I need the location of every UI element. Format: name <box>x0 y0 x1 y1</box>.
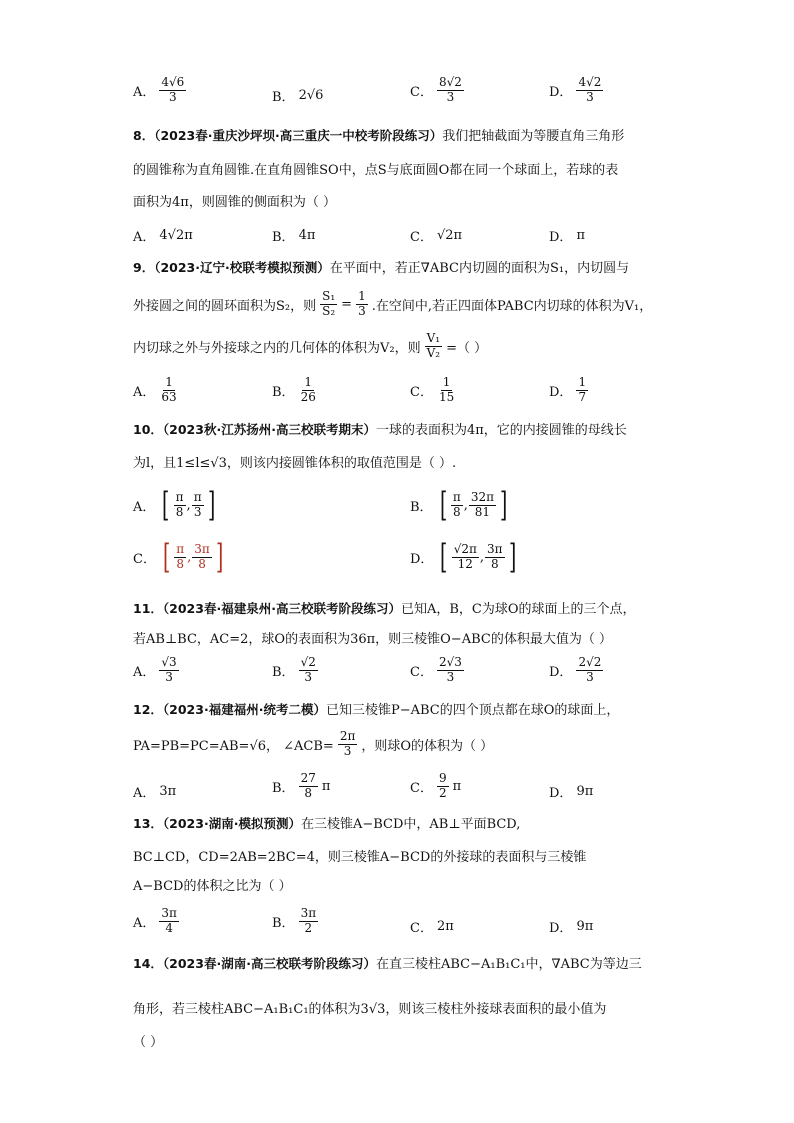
fraction: $\frac{\text{S₁}}{\text{S₂}}$ <box>322 289 336 318</box>
fraction: $\frac{√2\pi}{12}$ <box>453 541 477 571</box>
option-b: B． 2√6 <box>272 88 324 105</box>
q8-option-d: D． π <box>549 228 585 245</box>
q11-line-1: 11．（2023春·福建泉州·高三校联考阶段练习）已知A，B，C为球O的球面上的三个点， <box>133 601 636 617</box>
q14-line-2: 角形，若三棱柱ABC−A₁B₁C₁的体积为3√3，则该三棱柱外接球表面积的最小值为 <box>133 1002 607 1017</box>
fraction: $\frac{27}{8}$ <box>300 771 316 800</box>
q13-option-d: D． 9π <box>549 919 594 936</box>
interval: [ $\frac{√2\pi}{12}$ , $\frac{3\pi}{8}$ ] <box>440 537 516 577</box>
fraction: $\frac{3\pi}{8}$ <box>194 541 210 571</box>
fraction: $\frac{32\pi}{81}$ <box>470 489 495 519</box>
q14-line-1: 14．（2023春·湖南·高三校联考阶段练习）在直三棱柱ABC−A₁B₁C₁中，∇ABC为等边三 <box>133 956 642 972</box>
fraction: $\frac{1}{3}$ <box>358 289 366 318</box>
q13-option-b: B． $\frac{3\pi}{2}$ <box>272 906 317 935</box>
q9-line-3: 内切球之外与外接球之内的几何体的体积为V₂，则 $\frac{\text{V₁}}{\text{V₂}}$ =（ ） <box>133 331 488 360</box>
q8-line-3: 面积为4π，则圆锥的侧面积为（ ） <box>133 195 336 210</box>
fraction: $\frac{2√3}{3}$ <box>438 655 462 684</box>
q9-option-c: C． $\frac{1}{15}$ <box>410 375 455 404</box>
fraction: $\frac{2√2}{3}$ <box>578 655 602 684</box>
fraction: $\frac{4√6}{3}$ <box>161 75 185 104</box>
fraction: $\frac{4√2}{3}$ <box>578 75 602 104</box>
q10-option-a: A． [ $\frac{\pi}{8}$ , $\frac{\pi}{3}$ ] <box>133 488 218 522</box>
q14-line-3: （ ） <box>133 1035 164 1050</box>
q8-option-c: C． √2π <box>410 228 463 245</box>
fraction: $\frac{\pi}{3}$ <box>193 489 202 519</box>
fraction: $\frac{\text{V₁}}{\text{V₂}}$ <box>426 331 441 360</box>
q11-line-2: 若AB⊥BC，AC=2，球O的表面积为36π，则三棱锥O−ABC的体积最大值为（ ） <box>133 632 612 647</box>
fraction: $\frac{\pi}{8}$ <box>175 489 184 519</box>
q13-line-3: A−BCD的体积之比为（ ） <box>133 879 292 894</box>
fraction: $\frac{9}{2}$ <box>438 771 447 800</box>
fraction: $\frac{√3}{3}$ <box>161 655 177 684</box>
interval: [ $\frac{\pi}{8}$ , $\frac{\pi}{3}$ ] <box>162 485 215 525</box>
fraction: $\frac{\pi}{8}$ <box>176 541 185 571</box>
q11-option-d: D． $\frac{2√2}{3}$ <box>549 655 602 684</box>
q11-option-b: B． $\frac{√2}{3}$ <box>272 655 316 684</box>
q9-line-2: 外接圆之间的圆环面积为S₂，则 $\frac{\text{S₁}}{\text{S₂}}$ = $\frac{1}{3}$ .在空间中,若正四面体PABC内切球的体积为V₁， <box>133 289 653 318</box>
fraction: $\frac{3\pi}{4}$ <box>161 906 177 935</box>
fraction: $\frac{3\pi}{8}$ <box>487 541 503 571</box>
q10-option-c: C． [ $\frac{\pi}{8}$ , $\frac{3\pi}{8}$ ] <box>133 540 226 574</box>
q13-option-a: A． $\frac{3\pi}{4}$ <box>133 906 177 935</box>
q13-line-1: 13．（2023·湖南·模拟预测）在三棱锥A−BCD中，AB⊥平面BCD, <box>133 816 521 832</box>
q9-line-1: 9．（2023·辽宁·校联考模拟预测）在平面中，若正∇ABC内切圆的面积为S₁，内切圆与 <box>133 260 630 276</box>
fraction: $\frac{2\pi}{3}$ <box>339 729 356 758</box>
fraction: $\frac{1}{63}$ <box>161 375 177 404</box>
fraction: $\frac{√2}{3}$ <box>300 655 316 684</box>
q10-option-b: B． [ $\frac{\pi}{8}$ , $\frac{32\pi}{81}$ ] <box>410 488 510 522</box>
fraction: $\frac{1}{15}$ <box>438 375 455 404</box>
q9-option-b: B． $\frac{1}{26}$ <box>272 375 316 404</box>
q11-option-c: C． $\frac{2√3}{3}$ <box>410 655 462 684</box>
fraction: $\frac{1}{7}$ <box>578 375 587 404</box>
q8-option-a: A． 4√2π <box>133 228 193 245</box>
q13-line-2: BC⊥CD，CD=2AB=2BC=4，则三棱锥A−BCD的外接球的表面积与三棱锥 <box>133 850 587 865</box>
q10-line-2: 为l，且1≤l≤√3，则该内接圆锥体积的取值范围是（ ）. <box>133 456 457 471</box>
fraction: $\frac{\pi}{8}$ <box>452 489 461 519</box>
fraction: $\frac{1}{26}$ <box>300 375 316 404</box>
fraction: $\frac{8√2}{3}$ <box>438 75 462 104</box>
fraction: $\frac{3\pi}{2}$ <box>300 906 317 935</box>
q8-line-1: 8．（2023春·重庆沙坪坝·高三重庆一中校考阶段练习）我们把轴截面为等腰直角三角形 <box>133 128 625 144</box>
q9-option-d: D． $\frac{1}{7}$ <box>549 375 587 404</box>
q12-option-a: A． 3π <box>133 784 177 801</box>
q10-option-d: D． [ $\frac{√2\pi}{12}$ , $\frac{3\pi}{8}$ ] <box>410 540 519 574</box>
q12-option-d: D． 9π <box>549 784 594 801</box>
q8-option-b: B． 4π <box>272 228 316 245</box>
interval: [ $\frac{\pi}{8}$ , $\frac{3\pi}{8}$ ] <box>162 537 224 577</box>
option-c: C． $\frac{8√2}{3}$ <box>410 75 462 104</box>
q10-line-1: 10．（2023秋·江苏扬州·高三校联考期末）一球的表面积为4π，它的内接圆锥的母线长 <box>133 422 627 438</box>
q12-option-c: C． $\frac{9}{2}$ π <box>410 771 462 800</box>
interval: [ $\frac{\pi}{8}$ , $\frac{32\pi}{81}$ ] <box>439 485 508 525</box>
q8-line-2: 的圆锥称为直角圆锥.在直角圆锥SO中，点S与底面圆O都在同一个球面上，若球的表 <box>133 163 619 178</box>
q13-option-c: C． 2π <box>410 919 454 936</box>
option-a: A． $\frac{4√6}{3}$ <box>133 75 185 104</box>
q9-option-a: A． $\frac{1}{63}$ <box>133 375 177 404</box>
option-d: D． $\frac{4√2}{3}$ <box>549 75 602 104</box>
q12-line-1: 12．（2023·福建福州·统考二模）已知三棱锥P−ABC的四个顶点都在球O的球面上， <box>133 702 620 718</box>
q12-line-2: PA=PB=PC=AB=√6， ∠ACB= $\frac{2\pi}{3}$ ，则球O的体积为（ ） <box>133 729 494 758</box>
q11-option-a: A． $\frac{√3}{3}$ <box>133 655 177 684</box>
q12-option-b: B． $\frac{27}{8}$ π <box>272 771 331 800</box>
